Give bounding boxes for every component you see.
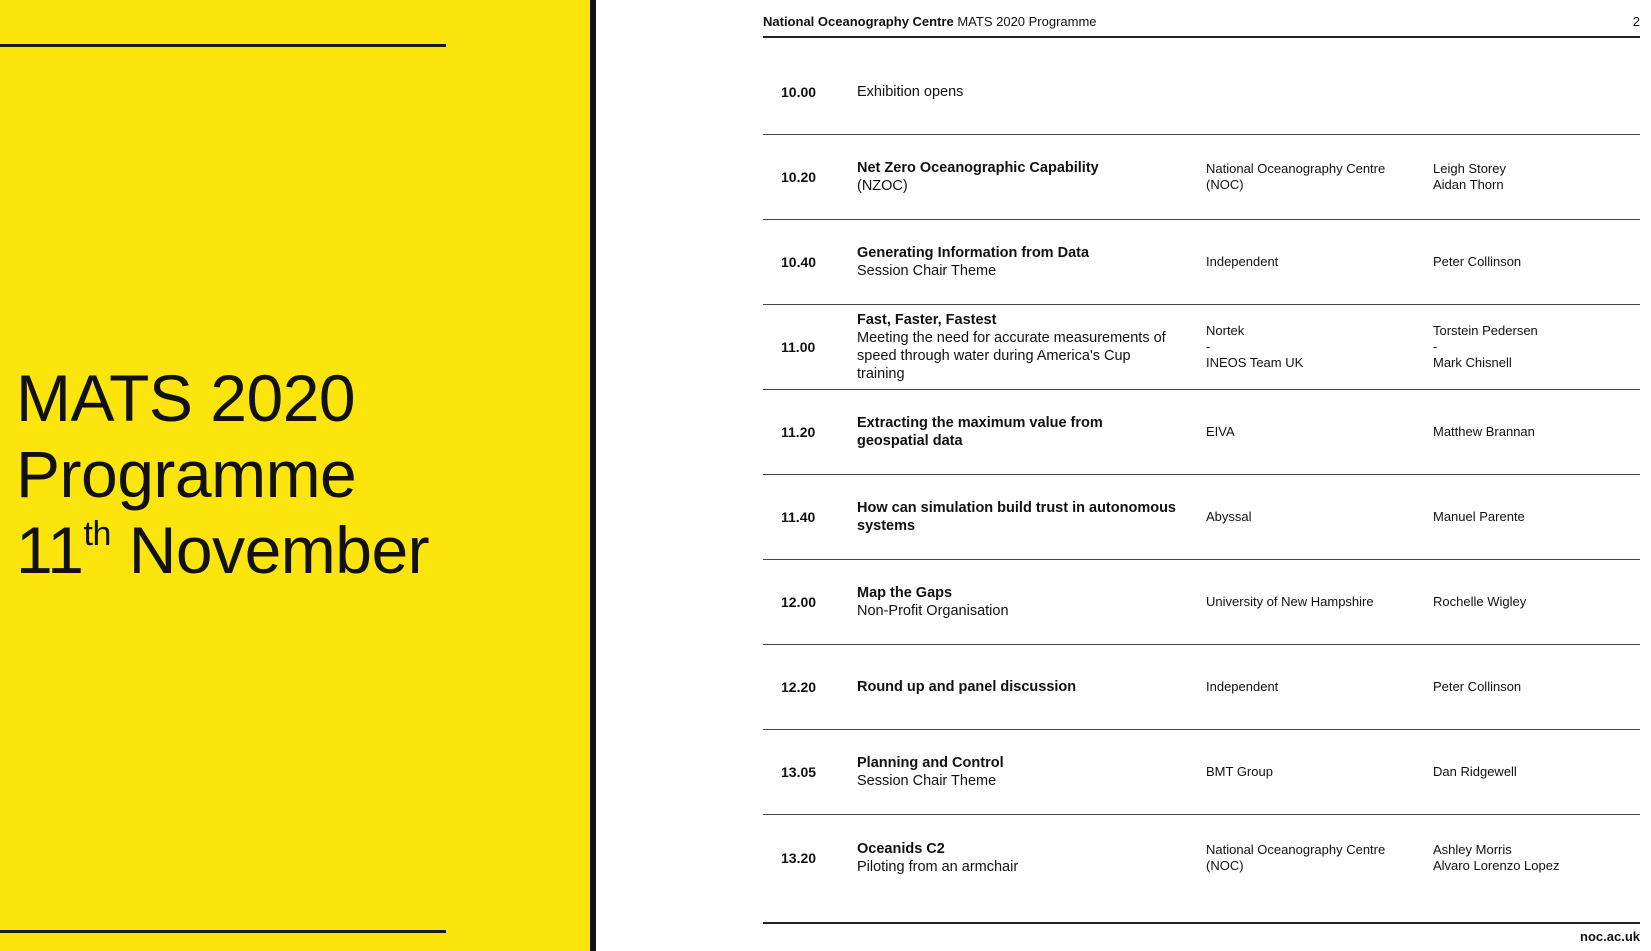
cover-panel	[0, 0, 590, 951]
session-subtitle: Session Chair Theme	[857, 263, 997, 279]
row-organisation	[1206, 560, 1426, 644]
session-title: Generating Information from Data	[857, 245, 1090, 261]
row-session	[857, 475, 1177, 559]
header-org: National Oceanography Centre	[763, 14, 954, 29]
session-title: Map the Gaps	[857, 585, 953, 601]
organisation-name: National Oceanography Centre	[1206, 841, 1386, 857]
session-subtitle: Non-Profit Organisation	[857, 603, 1009, 619]
row-speakers	[1433, 645, 1633, 729]
speaker-name: Aidan Thorn	[1433, 177, 1504, 192]
row-session	[857, 220, 1177, 304]
schedule-row	[763, 305, 1640, 390]
session-subtitle: Piloting from an armchair	[857, 858, 1019, 875]
row-time: 11.00	[781, 339, 816, 355]
row-session	[857, 50, 1177, 134]
title-line-2: Programme	[16, 437, 357, 511]
organisation-abbr: (NOC)	[1206, 857, 1244, 873]
session-subtitle: Exhibition opens	[857, 84, 964, 100]
programme-title	[16, 360, 429, 588]
title-line-1: MATS 2020	[16, 361, 356, 435]
row-organisation	[1206, 475, 1426, 559]
session-title: Round up and panel discussion	[857, 679, 1077, 695]
row-session	[857, 730, 1177, 814]
row-session	[857, 645, 1177, 729]
session-title: Planning and Control	[857, 755, 1004, 771]
organisation-name: University of New Hampshire	[1206, 594, 1374, 609]
row-speakers	[1433, 730, 1633, 814]
speaker-separator: -	[1433, 339, 1438, 354]
title-date	[16, 512, 429, 588]
page-number: 2	[1632, 14, 1640, 29]
organisation-name: EIVA	[1206, 424, 1235, 439]
row-session	[857, 305, 1177, 389]
schedule-row	[763, 50, 1640, 135]
organisation-name: Abyssal	[1206, 509, 1252, 524]
row-organisation	[1206, 390, 1426, 474]
schedule-row	[763, 220, 1640, 305]
header-rule	[763, 36, 1640, 38]
speaker-name: Manuel Parente	[1433, 509, 1525, 524]
organisation-name: Independent	[1206, 679, 1279, 694]
row-time: 10.40	[781, 254, 817, 270]
row-speakers	[1433, 475, 1633, 559]
organisation-abbr: (NOC)	[1206, 177, 1244, 192]
organisation-name: BMT Group	[1206, 764, 1273, 779]
row-session	[857, 815, 1177, 900]
row-organisation	[1206, 645, 1426, 729]
speaker-name: Torstein Pedersen	[1433, 323, 1538, 338]
schedule-row	[763, 390, 1640, 475]
row-organisation	[1206, 815, 1426, 900]
schedule-row	[763, 560, 1640, 645]
session-title: How can simulation build trust in autonomous systems	[857, 500, 1176, 534]
header-doc: MATS 2020 Programme	[957, 14, 1097, 29]
row-time: 10.20	[781, 169, 817, 185]
row-organisation	[1206, 220, 1426, 304]
date-suffix: th	[83, 515, 111, 553]
speaker-name: Peter Collinson	[1433, 254, 1522, 269]
speaker-name: Dan Ridgewell	[1433, 764, 1517, 779]
schedule-row	[763, 135, 1640, 220]
row-speakers	[1433, 220, 1633, 304]
row-time: 13.05	[781, 764, 817, 780]
row-session	[857, 560, 1177, 644]
session-subtitle: Session Chair Theme	[857, 773, 997, 789]
page-header	[763, 14, 1640, 38]
row-speakers	[1433, 390, 1633, 474]
organisation-separator: -	[1206, 339, 1211, 354]
session-title: Oceanids C2	[857, 840, 945, 857]
speaker-name: Rochelle Wigley	[1433, 594, 1527, 609]
schedule-row	[763, 815, 1640, 900]
organisation-name: Nortek	[1206, 323, 1245, 338]
speaker-name: Alvaro Lorenzo Lopez	[1433, 857, 1560, 873]
session-title: Net Zero Oceanographic Capability	[857, 160, 1099, 176]
schedule-row	[763, 645, 1640, 730]
speaker-name: Matthew Brannan	[1433, 424, 1535, 439]
row-speakers	[1433, 560, 1633, 644]
organisation-name: INEOS Team UK	[1206, 355, 1304, 370]
speaker-name: Mark Chisnell	[1433, 355, 1512, 370]
schedule-row	[763, 475, 1640, 560]
cover-bottom-rule	[0, 930, 446, 933]
row-time: 11.20	[781, 424, 816, 440]
organisation-name: National Oceanography Centre	[1206, 161, 1386, 176]
row-speakers	[1433, 305, 1633, 389]
row-time: 13.20	[781, 849, 817, 866]
session-title: Extracting the maximum value from geospatial data	[857, 415, 1103, 449]
session-subtitle: Meeting the need for accurate measurements of speed through water during America's Cup training	[857, 330, 1166, 382]
row-time: 12.00	[781, 594, 817, 610]
row-time: 12.20	[781, 679, 817, 695]
speaker-name: Ashley Morris	[1433, 841, 1512, 857]
session-title: Fast, Faster, Fastest	[857, 312, 997, 328]
row-speakers	[1433, 815, 1633, 900]
row-session	[857, 135, 1177, 219]
row-organisation	[1206, 135, 1426, 219]
row-organisation	[1206, 730, 1426, 814]
speaker-name: Peter Collinson	[1433, 679, 1522, 694]
row-speakers	[1433, 135, 1633, 219]
footer-url[interactable]: noc.ac.uk	[1580, 929, 1640, 944]
footer-rule	[763, 922, 1640, 924]
row-time: 11.40	[781, 509, 816, 525]
row-organisation	[1206, 305, 1426, 389]
schedule-row	[763, 730, 1640, 815]
row-session	[857, 390, 1177, 474]
row-time: 10.00	[781, 84, 817, 100]
session-subtitle: (NZOC)	[857, 178, 908, 194]
speaker-name: Leigh Storey	[1433, 161, 1506, 176]
organisation-name: Independent	[1206, 254, 1279, 269]
panel-divider	[590, 0, 596, 951]
cover-top-rule	[0, 44, 446, 47]
date-month: November	[128, 513, 430, 587]
date-day: 11	[16, 513, 84, 587]
